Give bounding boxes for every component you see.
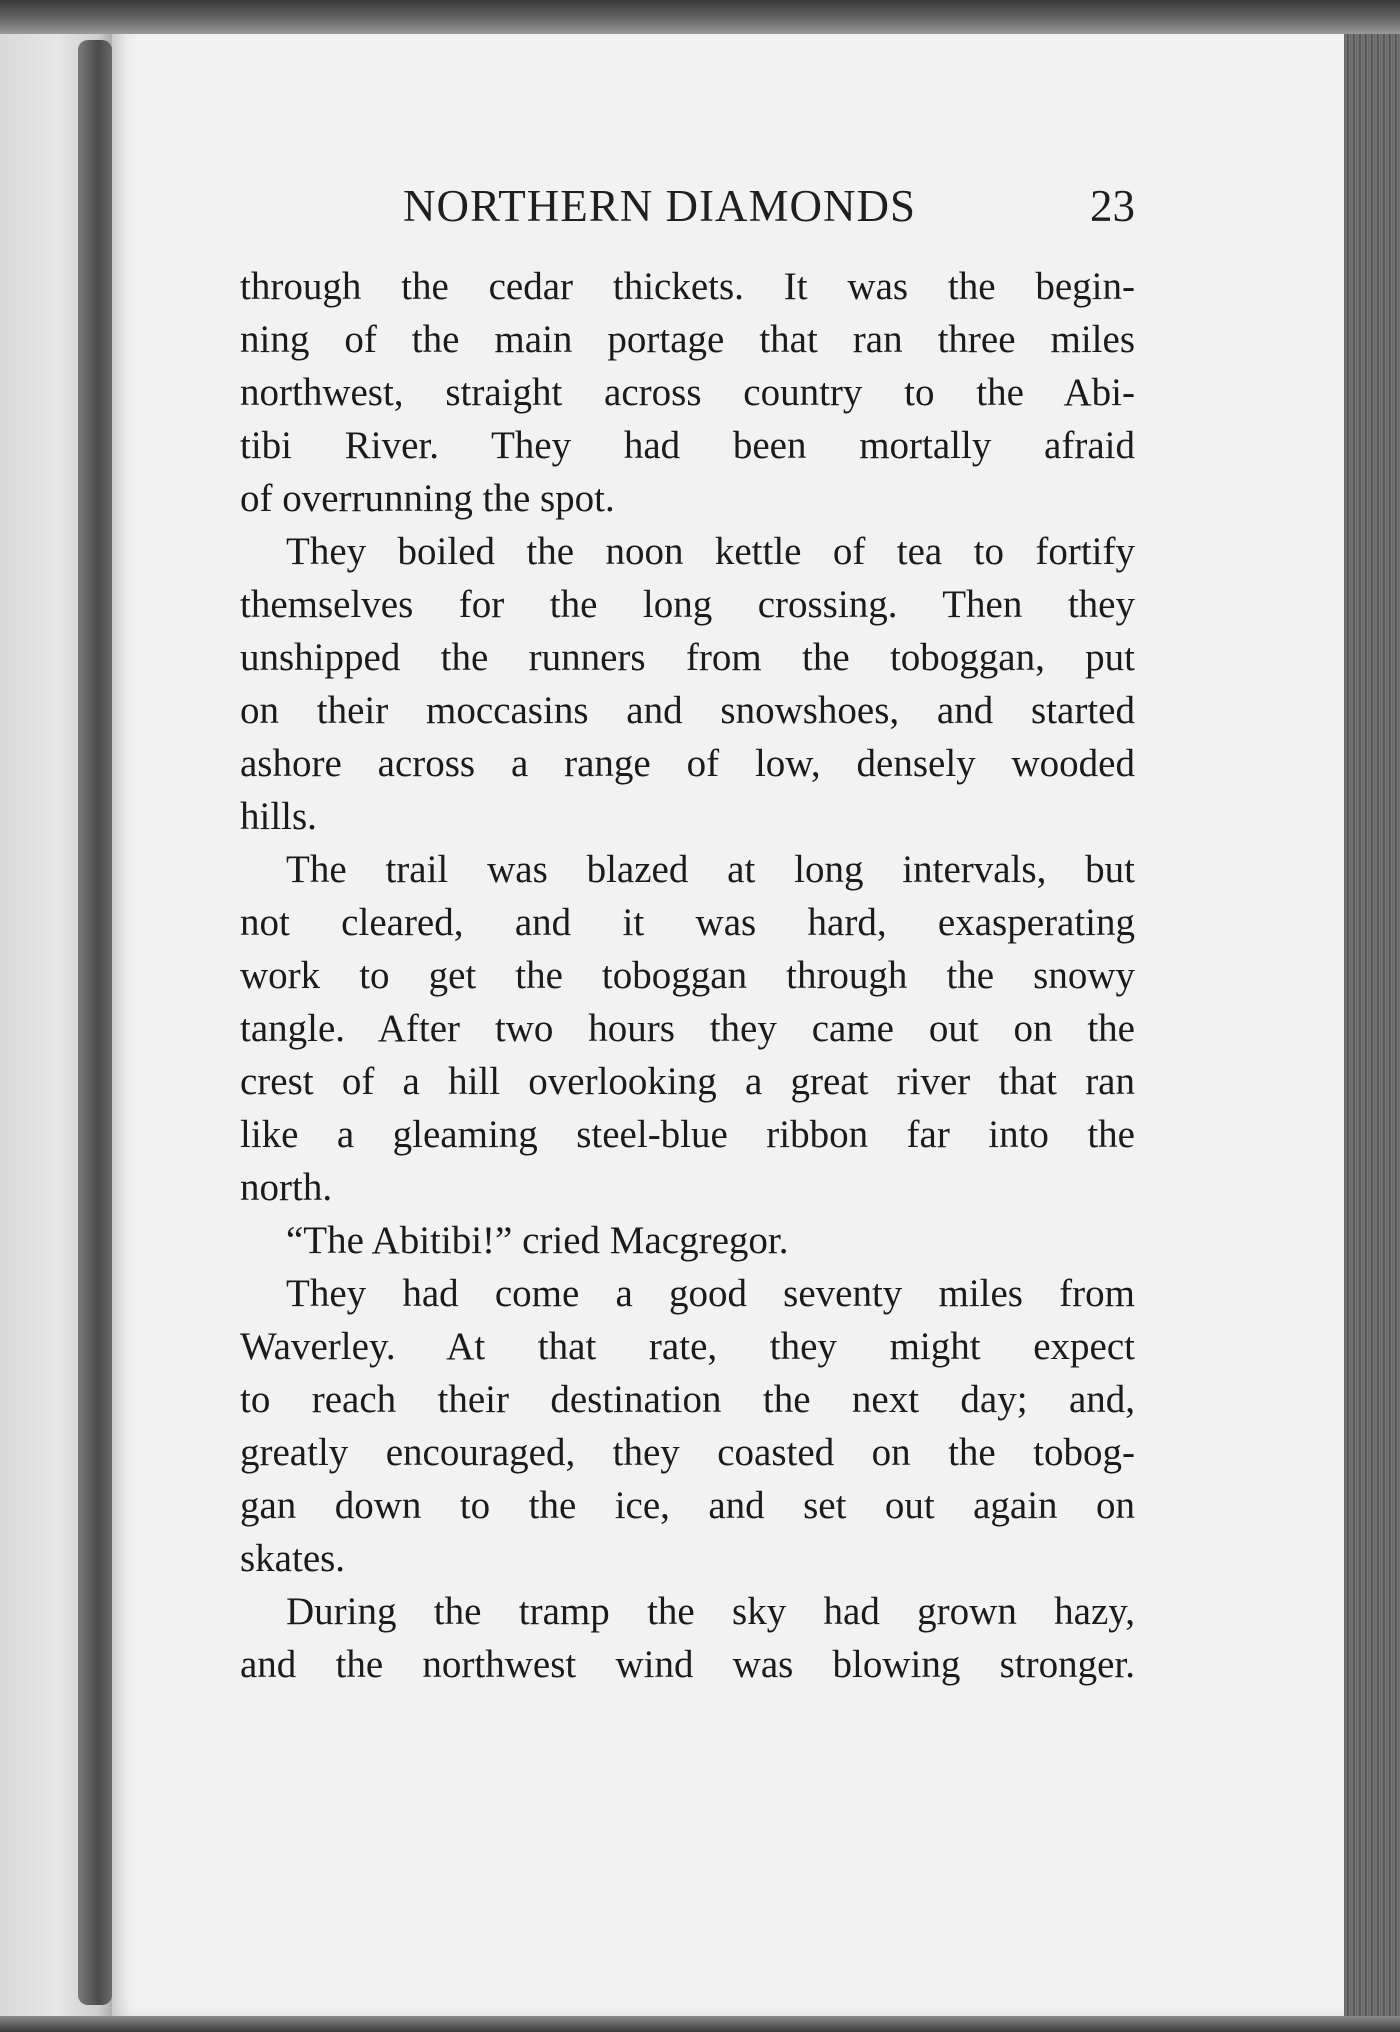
text-line: tibi River. They had been mortally afraid xyxy=(240,424,1135,467)
top-shadow xyxy=(0,0,1400,34)
book-gutter xyxy=(78,40,112,2005)
text-line: not cleared, and it was hard, exasperating xyxy=(240,901,1135,944)
text-line: They had come a good seventy miles from xyxy=(286,1272,1135,1315)
text-line: of overrunning the spot. xyxy=(240,477,615,520)
paragraph xyxy=(240,843,1135,1214)
bottom-shadow xyxy=(0,2016,1400,2032)
page-stack-edge xyxy=(1344,30,1400,2020)
text-line: to reach their destination the next day; and, xyxy=(240,1378,1135,1421)
text-line: like a gleaming steel-blue ribbon far into the xyxy=(240,1113,1135,1156)
paragraph xyxy=(240,1267,1135,1585)
text-line: greatly encouraged, they coasted on the tobog- xyxy=(240,1431,1135,1474)
text-line: gan down to the ice, and set out again on xyxy=(240,1484,1135,1527)
text-line: north. xyxy=(240,1166,333,1209)
text-line: They boiled the noon kettle of tea to fortify xyxy=(286,530,1135,573)
running-title: NORTHERN DIAMONDS xyxy=(403,181,917,231)
text-line: “The Abitibi!” cried Macgregor. xyxy=(286,1219,789,1262)
text-line: ning of the main portage that ran three miles xyxy=(240,318,1135,361)
text-line: tangle. After two hours they came out on the xyxy=(240,1007,1135,1050)
text-line: The trail was blazed at long intervals, but xyxy=(286,848,1135,891)
text-line: on their moccasins and snowshoes, and started xyxy=(240,689,1135,732)
body-text xyxy=(240,260,1135,1691)
text-line: themselves for the long crossing. Then they xyxy=(240,583,1135,626)
text-line: through the cedar thickets. It was the begin- xyxy=(240,265,1135,308)
text-line: and the northwest wind was blowing stronger. xyxy=(240,1643,1135,1686)
text-line: northwest, straight across country to the Abi- xyxy=(240,371,1135,414)
text-line: Waverley. At that rate, they might expect xyxy=(240,1325,1135,1368)
text-line: During the tramp the sky had grown hazy, xyxy=(286,1590,1135,1633)
paragraph xyxy=(240,525,1135,843)
text-line: ashore across a range of low, densely wooded xyxy=(240,742,1135,785)
paragraph xyxy=(240,1214,1135,1267)
running-head xyxy=(240,180,1135,240)
text-line: hills. xyxy=(240,795,317,838)
text-line: crest of a hill overlooking a great river that ran xyxy=(240,1060,1135,1103)
text-line: skates. xyxy=(240,1537,346,1580)
text-line: unshipped the runners from the toboggan, put xyxy=(240,636,1135,679)
text-line: work to get the toboggan through the snowy xyxy=(240,954,1135,997)
paragraph xyxy=(240,260,1135,525)
page-number: 23 xyxy=(1090,181,1135,231)
paragraph xyxy=(240,1585,1135,1691)
